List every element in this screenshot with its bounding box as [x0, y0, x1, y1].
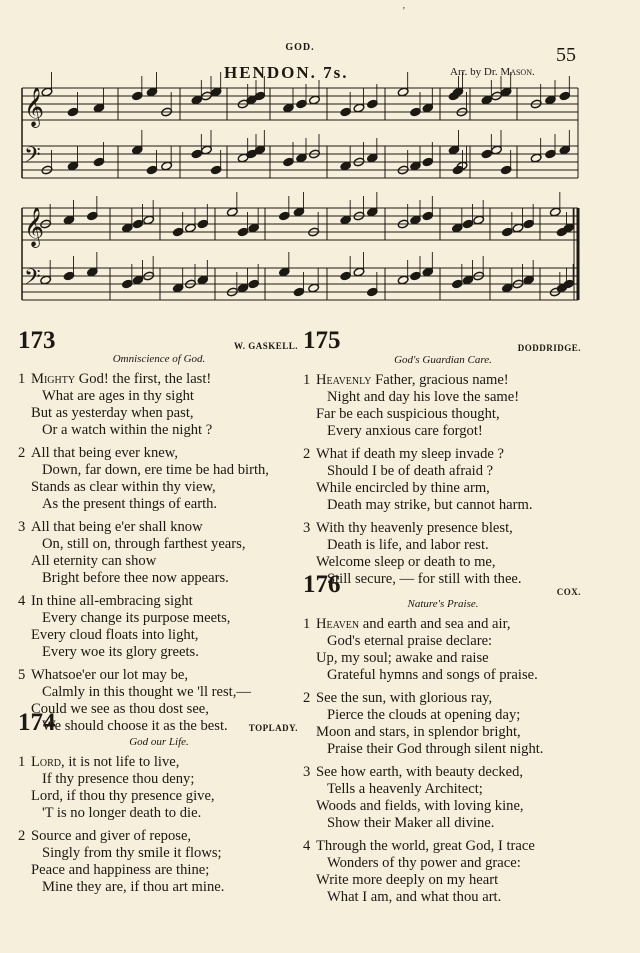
- verse-line: God's eternal praise declare:: [327, 633, 493, 649]
- verse-line: Tells a heavenly Architect;: [327, 781, 483, 797]
- verse: [303, 690, 583, 758]
- verse-number: 2: [18, 828, 26, 844]
- verse-line: 5 Whatsoe'er our lot may be,: [18, 667, 189, 683]
- bass-clef-icon: 𝄢: [24, 265, 41, 295]
- verse: [18, 754, 300, 822]
- verse-number: 1: [18, 754, 26, 770]
- verse-line: Woods and fields, with loving kine,: [316, 798, 524, 814]
- verse-line: 1 Heavenly Father, gracious name!: [303, 372, 509, 388]
- verse-number: 5: [18, 667, 26, 683]
- verse: [303, 446, 583, 514]
- verse-line: Up, my soul; awake and raise: [316, 650, 489, 666]
- verse-line: As the present things of earth.: [42, 496, 218, 512]
- verse: [303, 616, 583, 684]
- treble-clef-icon: 𝄞: [24, 207, 45, 247]
- verse-line: What are ages in thy sight: [42, 388, 194, 404]
- verse-line: Far be each suspicious thought,: [316, 406, 500, 422]
- verse-number: 1: [303, 616, 311, 632]
- verse-line: 1 Lord, it is not life to live,: [18, 754, 180, 770]
- hymn-175: [303, 328, 583, 594]
- verse-line: 2 See the sun, with glorious ray,: [303, 690, 493, 706]
- verse-line: Every cloud floats into light,: [31, 627, 199, 643]
- verse-number: 2: [303, 690, 311, 706]
- hymn-verses: [303, 616, 583, 906]
- verse-line: Every change its purpose meets,: [42, 610, 231, 626]
- hymn-number: 174: [18, 709, 56, 736]
- verse-line: 'T is no longer death to die.: [42, 805, 202, 821]
- verse-first-word: Mighty: [31, 371, 76, 387]
- verse: [18, 445, 300, 513]
- verse-first-word: Lord: [31, 754, 62, 770]
- verse-line: Death is life, and labor rest.: [327, 537, 489, 553]
- hymn-number: 176: [303, 571, 341, 598]
- bass-clef-icon: 𝄢: [24, 143, 41, 173]
- verse-number: 3: [303, 520, 311, 536]
- verse-line: Mine they are, if thou art mine.: [42, 879, 225, 895]
- verse-line: 3 See how earth, with beauty decked,: [303, 764, 524, 780]
- verse-line: 4 In thine all-embracing sight: [18, 593, 193, 609]
- verse: [18, 519, 300, 587]
- hymn-author: COX.: [556, 587, 581, 597]
- verse-line: 2 What if death my sleep invade ?: [303, 446, 505, 462]
- verse-line: 1 Heaven and earth and sea and air,: [303, 616, 511, 632]
- verse-first-word: Heaven: [316, 616, 360, 632]
- verse-line: Moon and stars, in splendor bright,: [316, 724, 521, 740]
- verse-line: Should I be of death afraid ?: [327, 463, 494, 479]
- verse-line: Show their Maker all divine.: [327, 815, 495, 831]
- verse-line: 3 With thy heavenly presence blest,: [303, 520, 513, 536]
- verse-number: 3: [303, 764, 311, 780]
- verse-number: 4: [303, 838, 311, 854]
- verse-number: 2: [18, 445, 26, 461]
- hymn-author: DODDRIDGE.: [517, 343, 581, 353]
- page-number: 55: [556, 44, 576, 66]
- section-heading: GOD.: [285, 42, 315, 53]
- verse-line: What I am, and what thou art.: [327, 889, 502, 905]
- hymn-173: [18, 328, 300, 741]
- hymn-number: 175: [303, 327, 341, 354]
- hymn-verses: [18, 371, 300, 735]
- tune-title: HENDON. 7s.: [224, 63, 349, 82]
- verse-line: While encircled by thine arm,: [316, 480, 490, 496]
- verse-line: Every anxious care forgot!: [327, 423, 483, 439]
- verse-line: Grateful hymns and songs of praise.: [327, 667, 538, 683]
- treble-clef-icon: 𝄞: [24, 87, 45, 127]
- verse-line: On, still on, through farthest years,: [42, 536, 246, 552]
- verse-line: Pierce the clouds at opening day;: [327, 707, 521, 723]
- verse-line: 3 All that being e'er shall know: [18, 519, 203, 535]
- hymn-verses: [18, 754, 300, 896]
- verse-number: 1: [303, 372, 311, 388]
- music-score: [0, 0, 640, 330]
- verse-line: Peace and happiness are thine;: [31, 862, 210, 878]
- verse: [18, 371, 300, 439]
- verse-line: Stands as clear within thy view,: [31, 479, 216, 495]
- verse-line: Singly from thy smile it flows;: [42, 845, 222, 861]
- hymn-174: [18, 710, 300, 902]
- verse-line: Or a watch within the night ?: [42, 422, 213, 438]
- verse-line: Write more deeply on my heart: [316, 872, 499, 888]
- verse-line: Death may strike, but cannot harm.: [327, 497, 533, 513]
- verse-line: All eternity can show: [31, 553, 157, 569]
- verse: [303, 372, 583, 440]
- hymn-title: Nature's Praise.: [407, 598, 479, 610]
- verse-line: Down, far down, ere time be had birth,: [42, 462, 269, 478]
- verse: [303, 764, 583, 832]
- verse-line: Every woe its glory greets.: [42, 644, 199, 660]
- verse-line: 1 Mighty God! the first, the last!: [18, 371, 212, 387]
- verse-number: 4: [18, 593, 26, 609]
- hymn-author: TOPLADY.: [248, 723, 298, 733]
- verse-line: Wonders of thy power and grace:: [327, 855, 521, 871]
- verse-line: Still secure, — for still with thee.: [327, 571, 522, 587]
- verse-number: 1: [18, 371, 26, 387]
- verse: [303, 838, 583, 906]
- verse-line: Night and day his love the same!: [327, 389, 520, 405]
- verse-line: If thy presence thou deny;: [42, 771, 195, 787]
- verse-line: We should choose it as the best.: [42, 718, 228, 734]
- hymn-176: [303, 572, 583, 912]
- hymn-verses: [303, 372, 583, 588]
- verse-number: 3: [18, 519, 26, 535]
- verse-line: Lord, if thou thy presence give,: [31, 788, 215, 804]
- verse-line: 2 All that being ever knew,: [18, 445, 178, 461]
- arranger: Arr. by Dr. Mason.: [450, 66, 535, 78]
- hymn-title: Omniscience of God.: [112, 353, 206, 365]
- hymn-title: God's Guardian Care.: [394, 354, 492, 366]
- verse-line: Calmly in this thought we 'll rest,—: [42, 684, 251, 700]
- verse-line: Praise their God through silent night.: [327, 741, 544, 757]
- verse-line: Bright before thee now appears.: [42, 570, 229, 586]
- verse-line: But as yesterday when past,: [31, 405, 194, 421]
- verse-line: 4 Through the world, great God, I trace: [303, 838, 535, 854]
- verse: [18, 828, 300, 896]
- verse-line: Welcome sleep or death to me,: [316, 554, 496, 570]
- hymn-author: W. GASKELL.: [234, 341, 298, 351]
- verse-first-word: Heavenly: [316, 372, 372, 388]
- hymn-number: 173: [18, 327, 56, 354]
- verse-line: Could we see as thou dost see,: [31, 701, 209, 717]
- hymn-title: God our Life.: [129, 736, 189, 748]
- verse-line: 2 Source and giver of repose,: [18, 828, 192, 844]
- page-mark: ': [403, 6, 405, 17]
- verse-number: 2: [303, 446, 311, 462]
- verse: [18, 593, 300, 661]
